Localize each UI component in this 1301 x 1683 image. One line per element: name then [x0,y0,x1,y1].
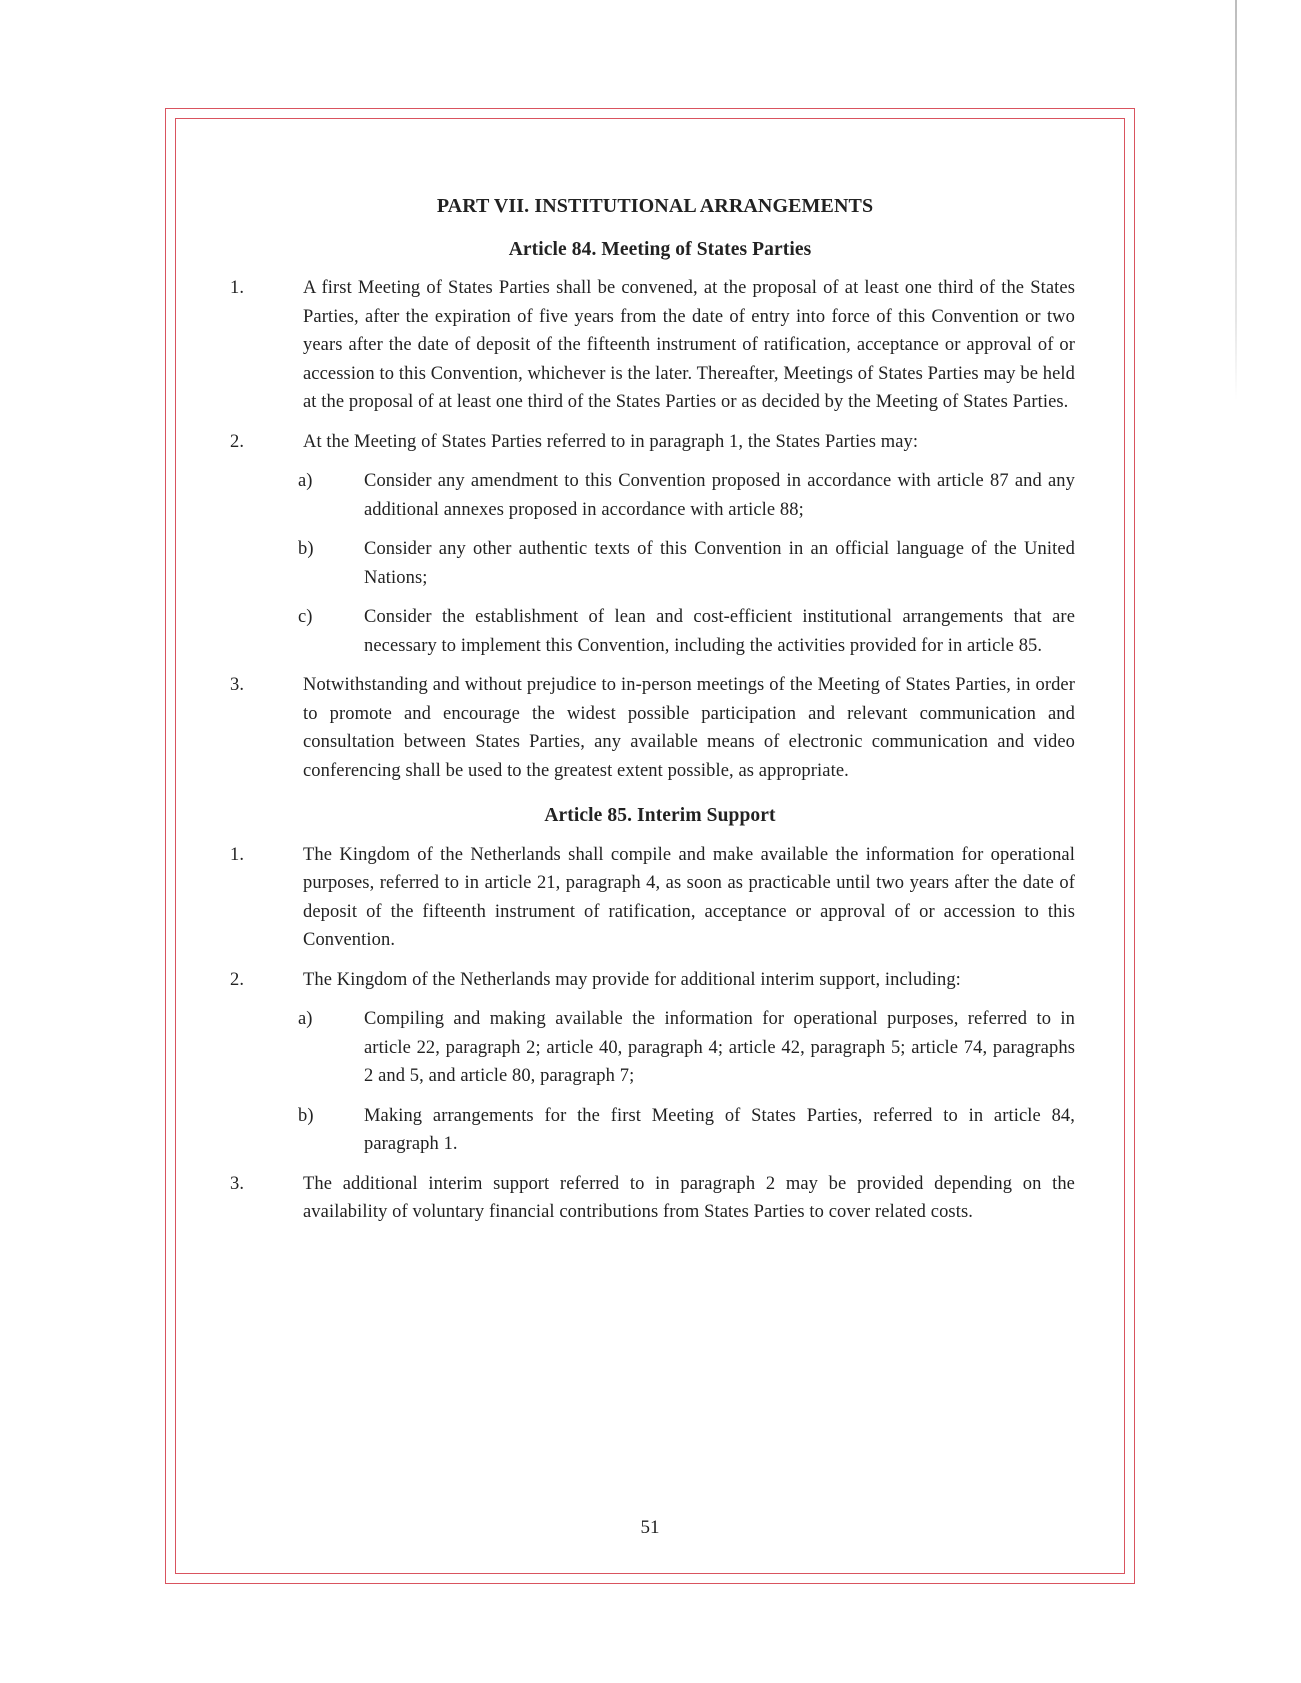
item-letter: a) [298,471,313,491]
item-text: Making arrangements for the first Meeting of States Parties, referred to in article 84, paragraph 1. [364,1105,1075,1154]
paragraph-text: The Kingdom of the Netherlands may provide for additional interim support, including: [303,969,961,990]
article-84-paragraph-1 [225,274,1075,417]
article-85-paragraph-1 [225,841,1075,955]
paragraph-number: 2. [230,969,245,990]
paragraph-text: The additional interim support referred to in paragraph 2 may be provided depending on the availability of voluntary financial contributions from States Parties to cover related costs. [303,1173,1075,1222]
paragraph-number: 3. [230,675,245,695]
scan-edge-shadow [1235,0,1237,400]
article-84-paragraph-2-item-b [298,535,1075,592]
article-85-title: Article 85. Interim Support [544,805,776,826]
item-text: Consider the establishment of lean and cost-efficient institutional arrangements that are necessary to implement this Convention, including the activities provided for in article 85. [364,607,1075,656]
article-84-title: Article 84. Meeting of States Parties [508,238,812,260]
article-85-paragraph-2 [225,966,1075,995]
item-letter: b) [298,1105,314,1126]
document-body [225,192,1075,1238]
item-letter: c) [298,607,313,627]
paragraph-text: A first Meeting of States Parties shall be convened, at the proposal of at least one third of the States Parties, after the expiration of five years from the date of entry into force of this Convention or two years after the date of deposit of the fifteenth instrument of ratification, acceptance or approval of or accession to this Convention, whichever is the later. Thereafter, Meetings of States Parties may be held at the proposal of at least one third of the States Parties or as decided by the Meeting of States Parties. [303,278,1075,412]
paragraph-text: The Kingdom of the Netherlands shall compile and make available the information for operational purposes, referred to in article 21, paragraph 4, as soon as practicable until two years after the date of deposit of the fifteenth instrument of ratification, acceptance or approval of or accession to this Convention. [303,844,1075,950]
paragraph-text: At the Meeting of States Parties referred to in paragraph 1, the States Parties may: [303,431,919,452]
item-text: Consider any other authentic texts of this Convention in an official language of the United Nations; [364,539,1075,588]
article-85-paragraph-2-item-b [298,1102,1075,1159]
item-text: Compiling and making available the information for operational purposes, referred to in article 22, paragraph 2; article 40, paragraph 4; article 42, paragraph 5; article 74, paragraphs 2 and 5, and article 80, paragraph 7; [364,1009,1075,1086]
article-84-paragraph-2-item-a [298,467,1075,524]
paragraph-number: 1. [230,278,245,298]
article-84-paragraph-3 [225,671,1075,785]
item-letter: a) [298,1009,313,1029]
article-84-paragraph-2 [225,428,1075,457]
article-85-paragraph-3 [225,1170,1075,1227]
paragraph-text: Notwithstanding and without prejudice to in-person meetings of the Meeting of States Parties, in order to promote and encourage the widest possible participation and relevant communication and consultation between States Parties, any available means of electronic communication and video conferencing shall be used to the greatest extent possible, as appropriate. [303,675,1075,781]
part-title: PART VII. INSTITUTIONAL ARRANGEMENTS [436,195,874,217]
paragraph-number: 1. [230,844,245,865]
item-letter: b) [298,539,314,559]
article-84-paragraph-2-item-c [298,603,1075,660]
item-text: Consider any amendment to this Convention proposed in accordance with article 87 and any additional annexes proposed in accordance with article 88; [364,471,1075,520]
paragraph-number: 3. [230,1173,245,1194]
paragraph-number: 2. [230,431,245,452]
article-85-paragraph-2-item-a [298,1005,1075,1091]
page-number: 51 [640,1517,660,1538]
